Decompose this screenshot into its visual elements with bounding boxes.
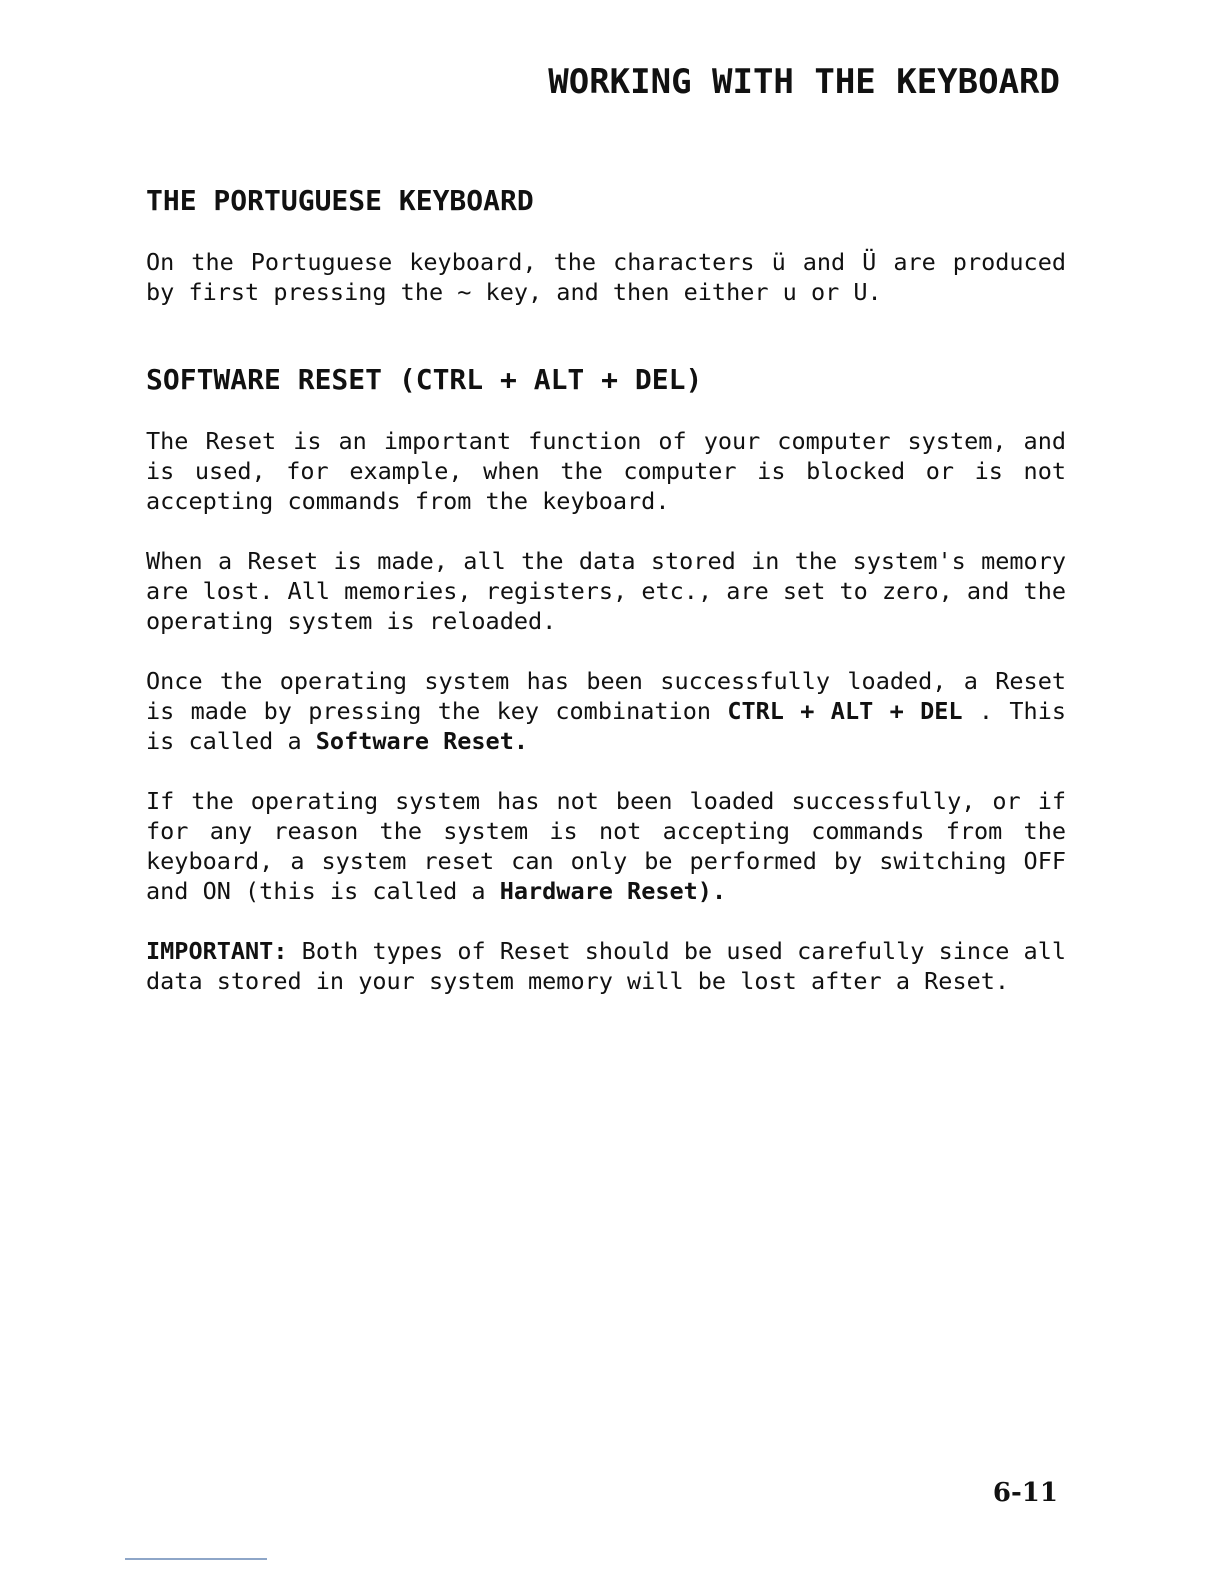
paragraph-portuguese-keyboard: On the Portuguese keyboard, the characters ü and Ü are produced by first pressing the ~ key, and then either u or U. [146,248,1066,306]
software-reset-text-middle: . This is called a [146,697,1066,755]
software-reset-text: Once the operating system has been successfully loaded, a Reset is made by pressing the key combination [146,667,1066,725]
paragraph-software-reset [146,666,1066,756]
key-combination: CTRL + ALT + DEL [727,697,963,725]
important-label: IMPORTANT: [146,937,288,965]
page-number: 6-11 [992,1478,1058,1508]
section-heading-portuguese-keyboard: THE PORTUGUESE KEYBOARD [146,184,534,217]
hardware-reset-text: If the operating system has not been loaded successfully, or if for any reason the system is not accepting commands from the keyboard, a system reset can only be performed by switching OFF and ON (this is called a [146,787,1066,905]
software-reset-term: Software Reset. [315,727,529,755]
page-header-title: WORKING WITH THE KEYBOARD [548,62,1060,102]
paragraph-reset-effects: When a Reset is made, all the data stored in the system's memory are lost. All memories, registers, etc., are set to zero, and the operating system is reloaded. [146,547,1066,635]
section-heading-software-reset: SOFTWARE RESET (CTRL + ALT + DEL) [146,363,703,396]
paragraph-important-note [146,936,1066,996]
important-text: Both types of Reset should be used carefully since all data stored in your system memory will be lost after a Reset. [146,937,1066,995]
footer-divider [125,1558,267,1560]
paragraph-reset-intro: The Reset is an important function of your computer system, and is used, for example, when the computer is blocked or is not accepting commands from the keyboard. [146,427,1066,515]
paragraph-hardware-reset [146,786,1066,906]
hardware-reset-term: Hardware Reset). [499,877,727,905]
page-content [146,184,1066,996]
